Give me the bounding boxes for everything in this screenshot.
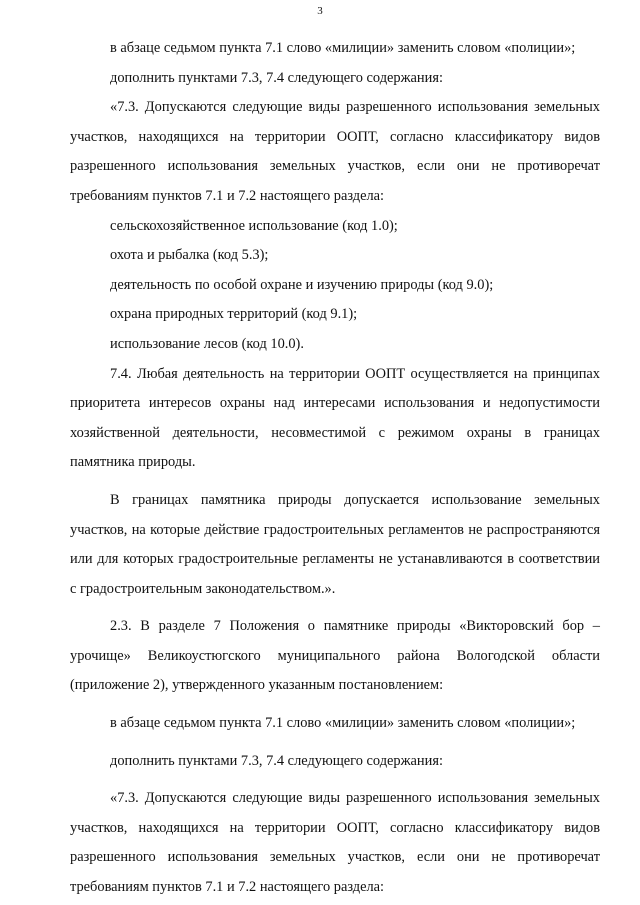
paragraph-militia-2: в абзаце седьмом пункта 7.1 слово «милиции» заменить словом «полиции»;: [110, 715, 576, 732]
page-number: 3: [317, 5, 323, 17]
paragraph-add-points-2: дополнить пунктами 7.3, 7.4 следующего содержания:: [110, 752, 443, 769]
list-item-forests-1: использование лесов (код 10.0).: [110, 335, 304, 352]
list-item-nature-protection-1: деятельность по особой охране и изучению природы (код 9.0);: [110, 276, 494, 293]
paragraph-7-3-intro-2: «7.3. Допускаются следующие виды разрешенного использования земельных участков, находящихся на территории ООПТ, согласно классификатору видов разрешенного использования земельных участков, если они не противоречат требованиям пунктов 7.1 и 7.2 настоящего раздела:: [70, 790, 600, 896]
paragraph-militia-1: в абзаце седьмом пункта 7.1 слово «милиции» заменить словом «полиции»;: [110, 40, 576, 56]
paragraph-2-3: 2.3. В разделе 7 Положения о памятнике природы «Викторовский бор – урочище» Великоустюгского муниципального района Вологодской области (приложение 2), утвержденного указанным постановлением:: [70, 618, 600, 694]
document-body: [70, 34, 600, 903]
list-item-agriculture-1: сельскохозяйственное использование (код 1.0);: [110, 217, 398, 234]
list-item-territories-1: охрана природных территорий (код 9.1);: [110, 306, 358, 323]
paragraph-7-4: 7.4. Любая деятельность на территории ООПТ осуществляется на принципах приоритета интересов охраны над интересами использования и недопустимости хозяйственной деятельности, несовместимой с режимом охраны в границах памятника природы.: [70, 365, 600, 471]
paragraph-add-points-1: дополнить пунктами 7.3, 7.4 следующего содержания:: [110, 69, 443, 86]
paragraph-7-3-intro-1: «7.3. Допускаются следующие виды разрешенного использования земельных участков, находящихся на территории ООПТ, согласно классификатору видов разрешенного использования земельных участков, если они не противоречат требованиям пунктов 7.1 и 7.2 настоящего раздела:: [70, 99, 600, 204]
list-item-hunting-1: охота и рыбалка (код 5.3);: [110, 247, 269, 264]
paragraph-land-use: В границах памятника природы допускается использование земельных участков, на которые действие градостроительных регламентов не распространяются или для которых градостроительные регламенты не устанавливаются в соответствии с градостроительным законодательством.».: [70, 491, 600, 597]
